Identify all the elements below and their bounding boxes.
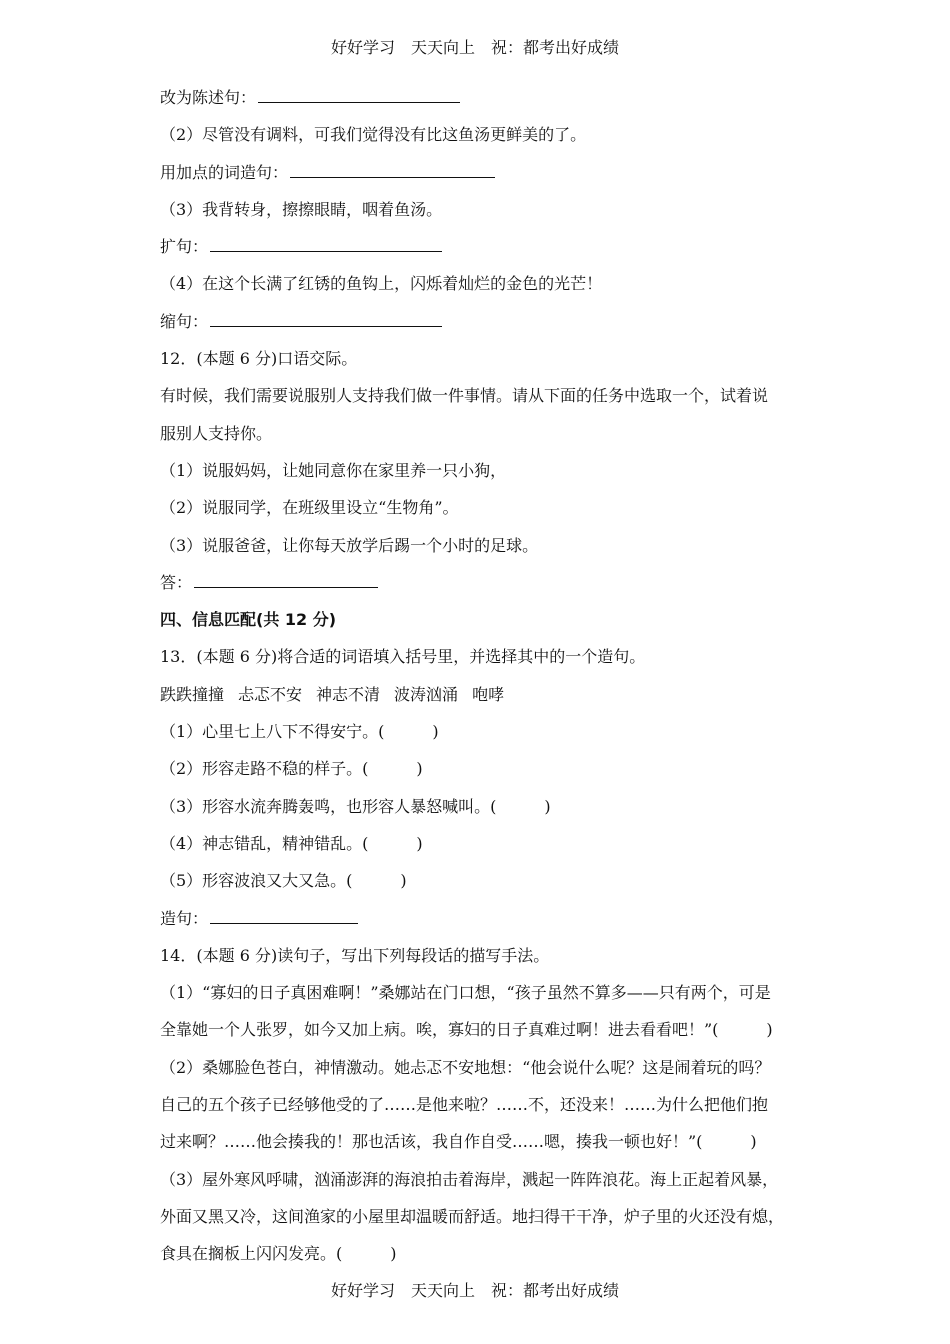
question-12-answer: 答： [160,564,800,601]
exercise-line: 用加点的词造句： [160,154,800,191]
answer-blank[interactable] [258,86,460,103]
exercise-line: 扩句： [160,228,800,265]
question-12-text: 有时候，我们需要说服别人支持我们做一件事情。请从下面的任务中选取一个，试着说 [160,386,769,406]
question-12-title: 12．(本题 6 分)口语交际。 [160,349,358,369]
word-bank-item: 波涛汹涌 [394,684,459,704]
question-13-option: （5）形容波浪又大又急。( ) [160,871,407,891]
question-13-option: （2）形容走路不稳的样子。( ) [160,759,423,779]
answer-blank[interactable] [210,235,442,252]
section-4-heading: 四、信息匹配(共 12 分) [160,610,337,630]
answer-blank[interactable] [210,310,442,327]
question-12-text: 服别人支持你。 [160,423,273,443]
word-bank [160,676,800,713]
answer-blank[interactable] [290,161,495,178]
question-14-passage: （3）屋外寒风呼啸，汹涌澎湃的海浪拍击着海岸，溅起一阵阵浪花。海上正起着风暴， [160,1169,779,1189]
answer-blank[interactable] [194,571,378,588]
question-13-option: （3）形容水流奔腾轰鸣，也形容人暴怒喊叫。( ) [160,796,551,816]
exercise-line: 缩句： [160,303,800,340]
question-13-option: （4）神志错乱，精神错乱。( ) [160,833,423,853]
question-12-option: （1）说服妈妈，让她同意你在家里养一只小狗， [160,460,507,480]
word-bank-item: 忐忑不安 [238,684,303,704]
word-bank-item: 神志不清 [316,684,381,704]
exercise-line: 改为陈述句： [160,79,800,116]
question-14-passage: 食具在搁板上闪闪发亮。( ) [160,1244,397,1264]
question-14-title: 14．(本题 6 分)读句子，写出下列每段话的描写手法。 [160,945,550,965]
question-13-sentence: 造句： [160,900,800,937]
question-14-passage: （1）“寡妇的日子真困难啊！”桑娜站在门口想，“孩子虽然不算多——只有两个，可是 [160,983,771,1003]
question-13-title: 13．(本题 6 分)将合适的词语填入括号里，并选择其中的一个造句。 [160,647,646,667]
question-14-passage: 外面又黑又冷，这间渔家的小屋里却温暖而舒适。地扫得干干净，炉子里的火还没有熄， [160,1206,785,1226]
question-14-passage: 全靠她一个人张罗，如今又加上病。唉，寡妇的日子真难过啊！进去看看吧！”( ) [160,1020,773,1040]
word-bank-item: 咆哮 [472,684,505,704]
page-footer: 好好学习 天天向上 祝：都考出好成绩 [330,1281,619,1300]
word-bank-item: 跌跌撞撞 [160,684,225,704]
question-14-passage: （2）桑娜脸色苍白，神情激动。她忐忑不安地想：“他会说什么呢？这是闹着玩的吗？ [160,1057,771,1077]
question-14-passage: 过来啊？……他会揍我的！那也活该，我自作自受……嗯，揍我一顿也好！”( ) [160,1132,757,1152]
exercise-line: （4）在这个长满了红锈的鱼钩上，闪烁着灿烂的金色的光芒！ [160,274,603,294]
question-12-option: （3）说服爸爸，让你每天放学后踢一个小时的足球。 [160,535,539,555]
answer-blank[interactable] [210,907,358,924]
question-13-option: （1）心里七上八下不得安宁。( ) [160,722,439,742]
exercise-line: （2）尽管没有调料，可我们觉得没有比这鱼汤更鲜美的了。 [160,125,587,145]
question-12-option: （2）说服同学，在班级里设立“生物角”。 [160,498,459,518]
worksheet-content [160,79,800,1273]
page-header: 好好学习 天天向上 祝：都考出好成绩 [330,38,619,57]
question-14-passage: 自己的五个孩子已经够他受的了……是他来啦？……不，还没来！……为什么把他们抱 [160,1095,769,1115]
exercise-line: （3）我背转身，擦擦眼睛，咽着鱼汤。 [160,199,443,219]
